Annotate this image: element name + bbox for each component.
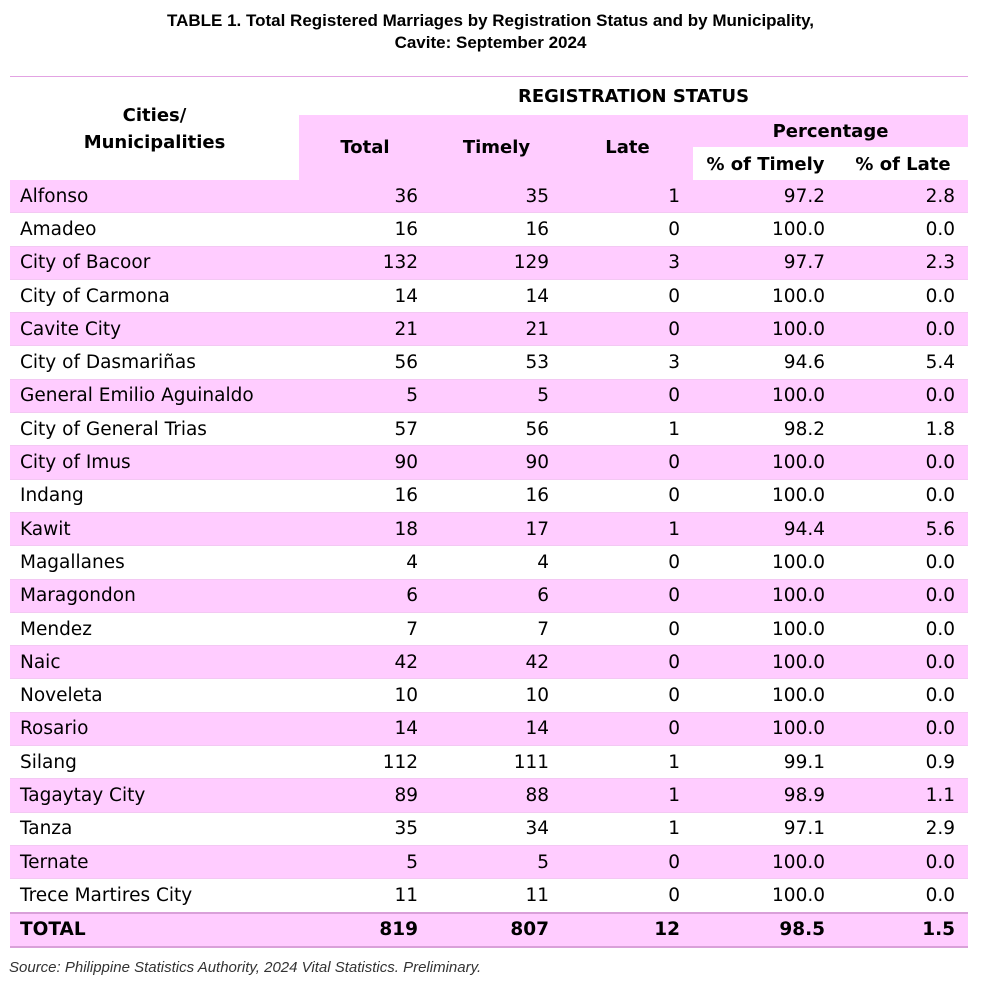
- late-cell: 0: [562, 646, 693, 679]
- pct-timely-cell: 98.2: [693, 413, 838, 446]
- municipality-cell: City of Carmona: [10, 279, 299, 312]
- total-cell: 42: [299, 646, 431, 679]
- late-cell: 1: [562, 779, 693, 812]
- late-cell: 1: [562, 746, 693, 779]
- municipality-cell: Mendez: [10, 612, 299, 645]
- pct-late-cell: 0.0: [838, 646, 968, 679]
- timely-cell: 5: [431, 379, 562, 412]
- timely-cell: 53: [431, 346, 562, 379]
- header-timely: Timely: [431, 115, 562, 180]
- total-cell: 57: [299, 413, 431, 446]
- timely-cell: 129: [431, 246, 562, 279]
- table-body: [10, 180, 968, 947]
- total-pct-late-cell: 1.5: [838, 913, 968, 947]
- total-cell: 11: [299, 879, 431, 913]
- header-total: Total: [299, 115, 431, 180]
- table-row: [10, 812, 968, 845]
- late-cell: 0: [562, 712, 693, 745]
- timely-cell: 16: [431, 479, 562, 512]
- late-cell: 0: [562, 612, 693, 645]
- total-cell: 14: [299, 279, 431, 312]
- pct-late-cell: 0.0: [838, 479, 968, 512]
- pct-late-cell: 0.9: [838, 746, 968, 779]
- table-row: [10, 446, 968, 479]
- timely-cell: 11: [431, 879, 562, 913]
- late-cell: 0: [562, 479, 693, 512]
- pct-timely-cell: 100.0: [693, 479, 838, 512]
- total-cell: 14: [299, 712, 431, 745]
- table-row: [10, 879, 968, 913]
- late-cell: 0: [562, 379, 693, 412]
- table-row: [10, 346, 968, 379]
- table-row: [10, 746, 968, 779]
- municipality-cell: Maragondon: [10, 579, 299, 612]
- total-cell: 10: [299, 679, 431, 712]
- timely-cell: 7: [431, 612, 562, 645]
- table-row: [10, 679, 968, 712]
- total-cell: 90: [299, 446, 431, 479]
- pct-timely-cell: 97.7: [693, 246, 838, 279]
- pct-late-cell: 2.9: [838, 812, 968, 845]
- pct-timely-cell: 100.0: [693, 712, 838, 745]
- total-timely-cell: 807: [431, 913, 562, 947]
- header-pct-late: % of Late: [838, 148, 968, 181]
- pct-timely-cell: 100.0: [693, 313, 838, 346]
- total-cell: 89: [299, 779, 431, 812]
- table-row: [10, 779, 968, 812]
- late-cell: 0: [562, 579, 693, 612]
- late-cell: 0: [562, 546, 693, 579]
- late-cell: 0: [562, 679, 693, 712]
- municipality-cell: City of General Trias: [10, 413, 299, 446]
- table-title-line-2: Cavite: September 2024: [394, 33, 587, 52]
- timely-cell: 35: [431, 180, 562, 213]
- late-cell: 1: [562, 180, 693, 213]
- late-cell: 0: [562, 446, 693, 479]
- late-cell: 3: [562, 246, 693, 279]
- pct-timely-cell: 100.0: [693, 679, 838, 712]
- municipality-cell: Rosario: [10, 712, 299, 745]
- timely-cell: 17: [431, 512, 562, 545]
- table-row: [10, 546, 968, 579]
- timely-cell: 42: [431, 646, 562, 679]
- table-title-line-1: TABLE 1. Total Registered Marriages by Registration Status and by Municipality,: [166, 11, 815, 30]
- pct-late-cell: 0.0: [838, 845, 968, 878]
- pct-late-cell: 1.1: [838, 779, 968, 812]
- total-cell: 16: [299, 213, 431, 246]
- municipality-cell: City of Imus: [10, 446, 299, 479]
- municipality-cell: Cavite City: [10, 313, 299, 346]
- pct-late-cell: 0.0: [838, 679, 968, 712]
- pct-timely-cell: 100.0: [693, 646, 838, 679]
- header-percentage: Percentage: [693, 115, 968, 148]
- total-cell: 5: [299, 845, 431, 878]
- table-header: [10, 77, 968, 181]
- pct-timely-cell: 100.0: [693, 379, 838, 412]
- late-cell: 0: [562, 313, 693, 346]
- table-row: [10, 579, 968, 612]
- header-name-line-2: Municipalities: [83, 131, 226, 153]
- pct-timely-cell: 94.4: [693, 512, 838, 545]
- municipality-cell: Silang: [10, 746, 299, 779]
- header-name-line-1: Cities/: [122, 104, 187, 126]
- table-row: [10, 512, 968, 545]
- timely-cell: 90: [431, 446, 562, 479]
- municipality-cell: City of Bacoor: [10, 246, 299, 279]
- marriages-table: [10, 76, 968, 948]
- pct-late-cell: 5.6: [838, 512, 968, 545]
- municipality-cell: Trece Martires City: [10, 879, 299, 913]
- pct-late-cell: 0.0: [838, 612, 968, 645]
- total-pct-timely-cell: 98.5: [693, 913, 838, 947]
- municipality-cell: Kawit: [10, 512, 299, 545]
- pct-timely-cell: 100.0: [693, 579, 838, 612]
- total-cell: 4: [299, 546, 431, 579]
- table-row: [10, 612, 968, 645]
- pct-timely-cell: 100.0: [693, 446, 838, 479]
- late-cell: 1: [562, 413, 693, 446]
- pct-late-cell: 1.8: [838, 413, 968, 446]
- total-cell: 6: [299, 579, 431, 612]
- pct-timely-cell: 99.1: [693, 746, 838, 779]
- late-cell: 0: [562, 845, 693, 878]
- municipality-cell: City of Dasmariñas: [10, 346, 299, 379]
- late-cell: 0: [562, 279, 693, 312]
- total-cell: 35: [299, 812, 431, 845]
- total-row: [10, 913, 968, 947]
- pct-late-cell: 0.0: [838, 546, 968, 579]
- pct-timely-cell: 94.6: [693, 346, 838, 379]
- total-late-cell: 12: [562, 913, 693, 947]
- total-cell: 16: [299, 479, 431, 512]
- source-note: Source: Philippine Statistics Authority, 2024 Vital Statistics. Preliminary.: [9, 959, 482, 976]
- header-pct-timely: % of Timely: [693, 148, 838, 181]
- table-row: [10, 246, 968, 279]
- total-cell: 21: [299, 313, 431, 346]
- late-cell: 1: [562, 812, 693, 845]
- municipality-cell: Naic: [10, 646, 299, 679]
- late-cell: 0: [562, 213, 693, 246]
- total-municipality-cell: TOTAL: [10, 913, 299, 947]
- table-row: [10, 279, 968, 312]
- table-row: [10, 712, 968, 745]
- pct-late-cell: 0.0: [838, 279, 968, 312]
- timely-cell: 56: [431, 413, 562, 446]
- municipality-cell: Amadeo: [10, 213, 299, 246]
- municipality-cell: Tanza: [10, 812, 299, 845]
- total-cell: 5: [299, 379, 431, 412]
- pct-late-cell: 0.0: [838, 579, 968, 612]
- timely-cell: 111: [431, 746, 562, 779]
- pct-late-cell: 0.0: [838, 313, 968, 346]
- pct-timely-cell: 100.0: [693, 546, 838, 579]
- timely-cell: 5: [431, 845, 562, 878]
- municipality-cell: Indang: [10, 479, 299, 512]
- municipality-cell: Ternate: [10, 845, 299, 878]
- municipality-cell: Noveleta: [10, 679, 299, 712]
- table-row: [10, 180, 968, 213]
- municipality-cell: General Emilio Aguinaldo: [10, 379, 299, 412]
- pct-late-cell: 0.0: [838, 712, 968, 745]
- pct-late-cell: 2.8: [838, 180, 968, 213]
- pct-timely-cell: 97.2: [693, 180, 838, 213]
- timely-cell: 16: [431, 213, 562, 246]
- timely-cell: 6: [431, 579, 562, 612]
- pct-timely-cell: 100.0: [693, 845, 838, 878]
- total-cell: 112: [299, 746, 431, 779]
- total-cell: 36: [299, 180, 431, 213]
- table-row: [10, 479, 968, 512]
- late-cell: 3: [562, 346, 693, 379]
- municipality-cell: Alfonso: [10, 180, 299, 213]
- timely-cell: 4: [431, 546, 562, 579]
- table-row: [10, 213, 968, 246]
- timely-cell: 88: [431, 779, 562, 812]
- table-row: [10, 379, 968, 412]
- table-row: [10, 646, 968, 679]
- timely-cell: 10: [431, 679, 562, 712]
- header-registration-status: REGISTRATION STATUS: [299, 77, 968, 116]
- timely-cell: 21: [431, 313, 562, 346]
- municipality-cell: Magallanes: [10, 546, 299, 579]
- pct-late-cell: 0.0: [838, 379, 968, 412]
- pct-late-cell: 0.0: [838, 446, 968, 479]
- pct-timely-cell: 100.0: [693, 213, 838, 246]
- total-cell: 7: [299, 612, 431, 645]
- pct-timely-cell: 100.0: [693, 612, 838, 645]
- pct-timely-cell: 100.0: [693, 879, 838, 913]
- timely-cell: 34: [431, 812, 562, 845]
- total-cell: 56: [299, 346, 431, 379]
- pct-late-cell: 2.3: [838, 246, 968, 279]
- total-cell: 18: [299, 512, 431, 545]
- table-row: [10, 413, 968, 446]
- header-late: Late: [562, 115, 693, 180]
- late-cell: 0: [562, 879, 693, 913]
- pct-timely-cell: 98.9: [693, 779, 838, 812]
- late-cell: 1: [562, 512, 693, 545]
- total-cell: 132: [299, 246, 431, 279]
- pct-late-cell: 0.0: [838, 879, 968, 913]
- table-title: [0, 10, 981, 54]
- header-cities-municipalities: [10, 77, 299, 181]
- table-row: [10, 313, 968, 346]
- pct-timely-cell: 100.0: [693, 279, 838, 312]
- timely-cell: 14: [431, 712, 562, 745]
- municipality-cell: Tagaytay City: [10, 779, 299, 812]
- timely-cell: 14: [431, 279, 562, 312]
- pct-late-cell: 5.4: [838, 346, 968, 379]
- table-row: [10, 845, 968, 878]
- total-total-cell: 819: [299, 913, 431, 947]
- pct-timely-cell: 97.1: [693, 812, 838, 845]
- pct-late-cell: 0.0: [838, 213, 968, 246]
